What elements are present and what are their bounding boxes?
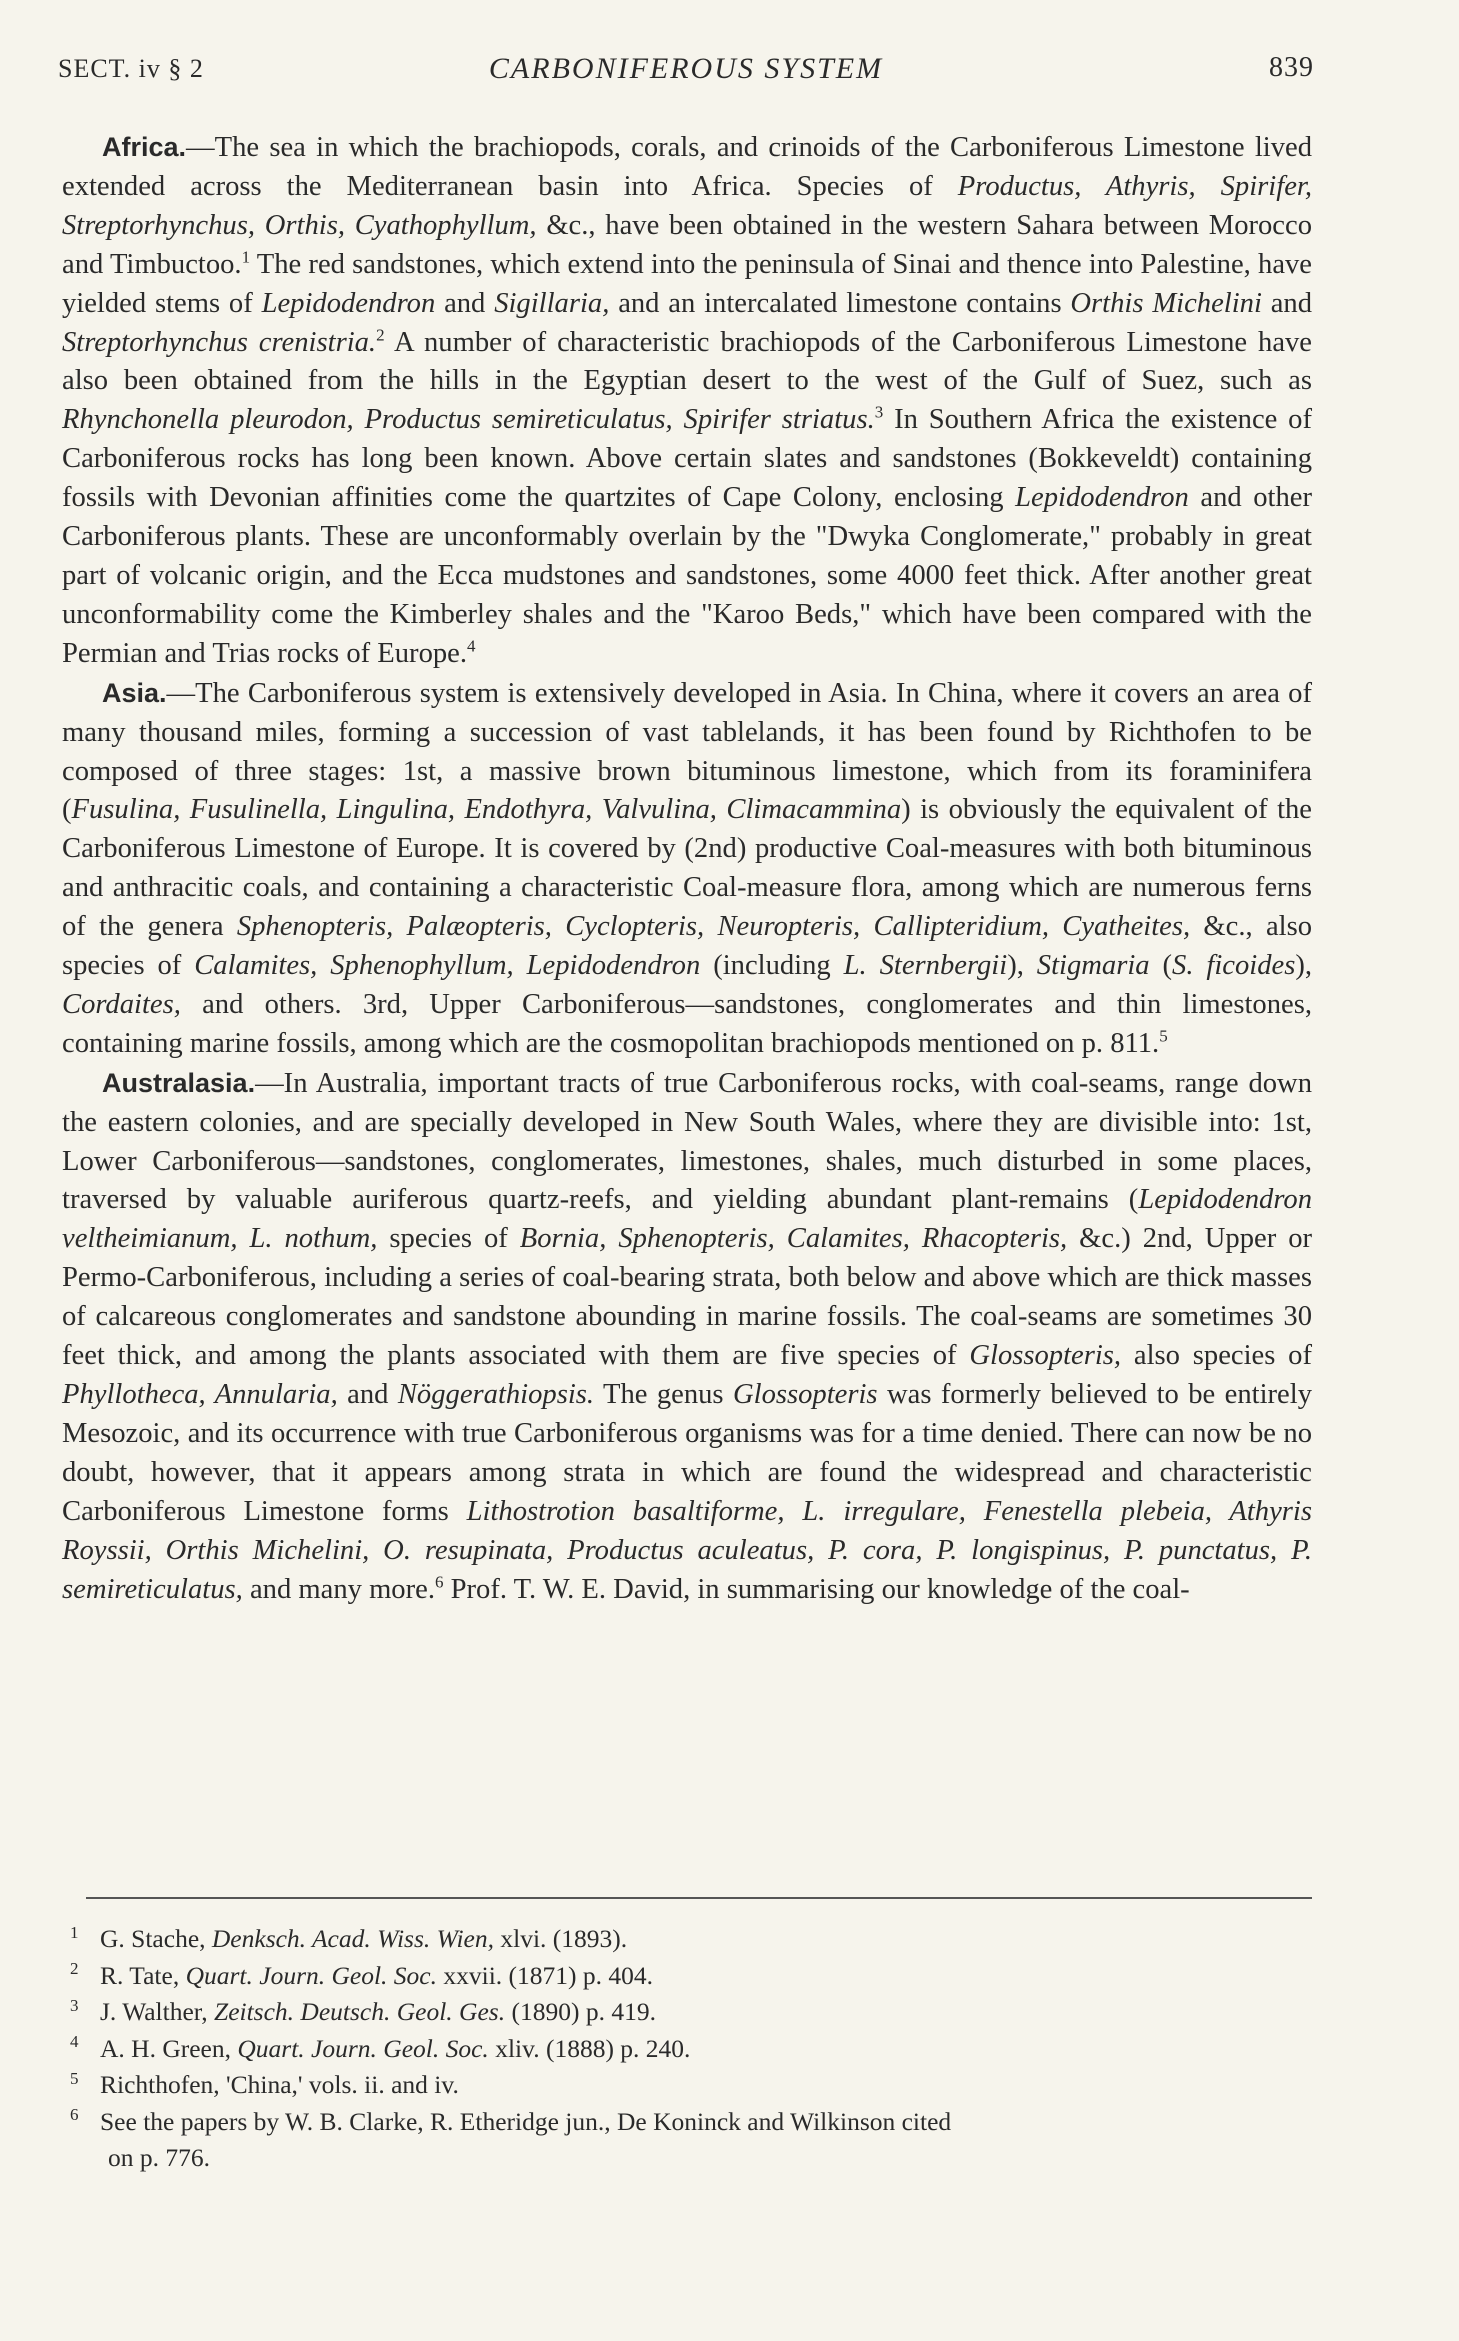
footnote-journal: Quart. Journ. Geol. Soc. [237,2033,489,2063]
taxon-names: Orthis Michelini [1070,287,1262,319]
text-run: ) is obviously the equivalent of the Carboniferous Limestone of Europe. It is covered by (2nd) productive Coal-measures with both bituminous and anthracitic coals, and containing a characteristic Coal-measure flora, among which are numerous ferns of the genera [62,794,1312,943]
taxon-names: Lepidodendron [1015,482,1189,514]
taxon-names: Bornia, Sphenopteris, Calamites, Rhacopteris, [519,1223,1068,1255]
text-run: and an intercalated limestone contains [609,287,1071,319]
footnote: 1 G. Stache, Denksch. Acad. Wiss. Wien, xlvi. (1893). [70,1922,628,1953]
text-run: and other Carboniferous plants. These are unconformably overlain by the "Dwyka Conglomerate," probably in great part of volcanic origin, and the Ecca mudstones and sandstones, some 4000 feet thick. After another great unconformability come the Kimberley shales and the "Karoo Beds," which have been compared with the Permian and Trias rocks of Europe. [62,482,1312,669]
taxon-names: Calamites, Sphenophyllum, Lepidodendron [194,950,701,982]
paragraph-asia [62,674,1312,1064]
text-run: and others. 3rd, Upper Carboniferous—sandstones, conglomerates and thin limestones, containing marine fossils, among which are the cosmopolitan brachiopods mentioned on p. 811. [62,988,1312,1059]
text-run: &c.) 2nd, Upper or Permo-Carboniferous, including a series of coal-bearing strata, both below and above which are thick masses of calcareous conglomerates and sandstone abounding in marine fossils. The coal-seams are sometimes 30 feet thick, and among the plants associated with them are five species of [62,1223,1313,1372]
footnote-ref: 1 [241,247,251,267]
footnote-text: (1890) p. 419. [505,1997,656,2026]
text-run: and [435,287,495,319]
text-run: —In Australia, important tracts of true Carboniferous rocks, with coal-seams, range down the eastern colonies, and are specially developed in New South Wales, where they are divisible into: 1st, Lower Carboniferous—sandstones, conglomerates, limestones, shales, much disturbed in some places, traversed by valuable auriferous quartz-reefs, and yielding abundant plant-remains ( [62,1067,1312,1216]
running-header [58,48,1314,92]
taxon-names: Sigillaria, [494,287,610,319]
footnote-text: Richthofen, 'China,' vols. ii. and iv. [100,2070,459,2099]
main-text [62,128,1312,1609]
taxon-names: Streptorhynchus crenistria. [62,326,377,358]
text-run: A number of characteristic brachiopods of the Carboniferous Limestone have also been obtained from the hills in the Egyptian desert to the west of the Gulf of Suez, such as [62,326,1313,397]
taxon-names: Phyllotheca, Annularia, [62,1379,338,1410]
taxon-names: L. Sternbergii [843,950,1008,982]
text-run: —The Carboniferous system is extensively developed in Asia. In China, where it covers an area of many thousand miles, forming a succession of vast tablelands, it has been found by Richthofen to be composed of three stages: 1st, a massive brown bituminous limestone, which from its foraminifera ( [62,677,1312,826]
taxon-names: Lepidodendron [261,287,436,319]
paragraph-heading: Australasia. [102,1067,256,1098]
taxon-names: Lepidodendron veltheimianum, L. nothum, [62,1184,1312,1255]
footnote: 4 A. H. Green, Quart. Journ. Geol. Soc. xliv. (1888) p. 240. [70,2032,691,2063]
text-run: also species of [1121,1340,1312,1372]
text-run: species of [377,1223,520,1255]
text-run: and [337,1379,398,1410]
taxon-names: Stigmaria [1036,950,1150,982]
text-run: Prof. T. W. E. David, in summarising our knowledge of the coal- [443,1573,1190,1605]
taxon-names: Glossopteris [732,1379,878,1410]
footnote-text: G. Stache, [100,1924,212,1953]
footnote-ref: 6 [434,1572,444,1591]
footnote: 3 J. Walther, Zeitsch. Deutsch. Geol. Ges. (1890) p. 419. [70,1995,656,2026]
taxon-names: Cordaites, [62,988,181,1020]
text-run: The red sandstones, which extend into the peninsula of Sinai and thence into Palestine, have yielded stems of [62,248,1312,319]
paragraph-heading: Africa. [102,132,187,162]
page-title: CARBONIFEROUS SYSTEM [488,52,884,85]
footnotes [62,1921,1312,2177]
taxon-names: Fusulina, Fusulinella, Lingulina, Endothyra, Valvulina, Climacammina [71,794,902,826]
text-run: In Southern Africa the existence of Carboniferous rocks has long been known. Above certain slates and sandstones (Bokkeveldt) containing fossils with Devonian affinities come the quartzites of Cape Colony, enclosing [62,404,1312,514]
paragraph-heading: Asia. [102,677,167,708]
footnote-text: xlvi. (1893). [494,1924,628,1953]
text-run: and [1261,287,1312,319]
text-run: &c., have been obtained in the western Sahara between Morocco and Timbuctoo. [62,209,1312,280]
text-run: ), [1007,950,1037,982]
footnote-journal: Quart. Journ. Geol. Soc. [185,1960,438,1990]
page-number: 839 [1269,52,1314,83]
text-run: ( [1149,950,1173,982]
footnote-text: R. Tate, [100,1960,186,1990]
taxon-names: Nöggerathiopsis. [397,1379,595,1410]
footnote-ref: 3 [874,402,884,422]
text-run: &c., also species of [62,911,1313,982]
text-run: and many more. [242,1573,435,1605]
text-run: ), [1295,950,1313,982]
footnote-text: See the papers by W. B. Clarke, R. Etheridge jun., De Koninck and Wilkinson cited [100,2106,952,2136]
footnote-continuation: on p. 776. [108,2143,210,2172]
footnote: 6 See the papers by W. B. Clarke, R. Etheridge jun., De Koninck and Wilkinson cited [70,2105,952,2136]
text-run: was formerly believed to be entirely Mesozoic, and its occurrence with true Carboniferous organisms was for a time denied. There can now be no doubt, however, that it appears among strata in which are found the widespread and characteristic Carboniferous Limestone forms [62,1379,1312,1527]
paragraph-australasia [62,1064,1312,1610]
footnote-journal: Zeitsch. Deutsch. Geol. Ges. [214,1997,506,2026]
section-label: SECT. iv § 2 [58,54,204,83]
footnote: 2 R. Tate, Quart. Journ. Geol. Soc. xxvii. (1871) p. 404. [70,1959,654,1990]
footnote-text: A. H. Green, [100,2033,238,2063]
footnote-journal: Denksch. Acad. Wiss. Wien, [211,1924,494,1953]
taxon-names: Sphenopteris, Palæopteris, Cyclopteris, Neuropteris, Callipteridium, Cyatheites, [236,911,1191,943]
footnote-text: xliv. (1888) p. 240. [488,2033,691,2063]
footnote-text: J. Walther, [100,1997,215,2026]
taxon-names: Rhynchonella pleurodon, Productus semireticulatus, Spirifer striatus. [62,404,875,436]
footnote-text: xxvii. (1871) p. 404. [437,1960,654,1990]
text-run: (including [700,950,844,982]
footnote-ref: 5 [1159,1026,1168,1046]
text-run: The genus [594,1379,733,1410]
taxon-names: Productus, Athyris, Spirifer, Streptorhynchus, Orthis, Cyathophyllum, [62,170,1312,241]
taxon-names: S. ficoides [1172,950,1296,982]
footnote-ref: 4 [467,636,476,656]
footnote: 5 Richthofen, 'China,' vols. ii. and iv. [70,2068,459,2099]
footnote-divider [86,1897,1312,1899]
taxon-names: Glossopteris, [969,1340,1122,1372]
taxon-names: Lithostrotion basaltiforme, L. irregulare, Fenestella plebeia, Athyris Royssii, Orthis Michelini, O. resupinata, Productus aculeatus, P. cora, P. longispinus, P. punctatus, P. semireticulatus, [62,1495,1312,1605]
footnote-ref: 2 [376,325,385,344]
text-run: —The sea in which the brachiopods, corals, and crinoids of the Carboniferous Limestone lived extended across the Mediterranean basin into Africa. Species of [62,132,1312,202]
paragraph-africa [62,128,1312,674]
